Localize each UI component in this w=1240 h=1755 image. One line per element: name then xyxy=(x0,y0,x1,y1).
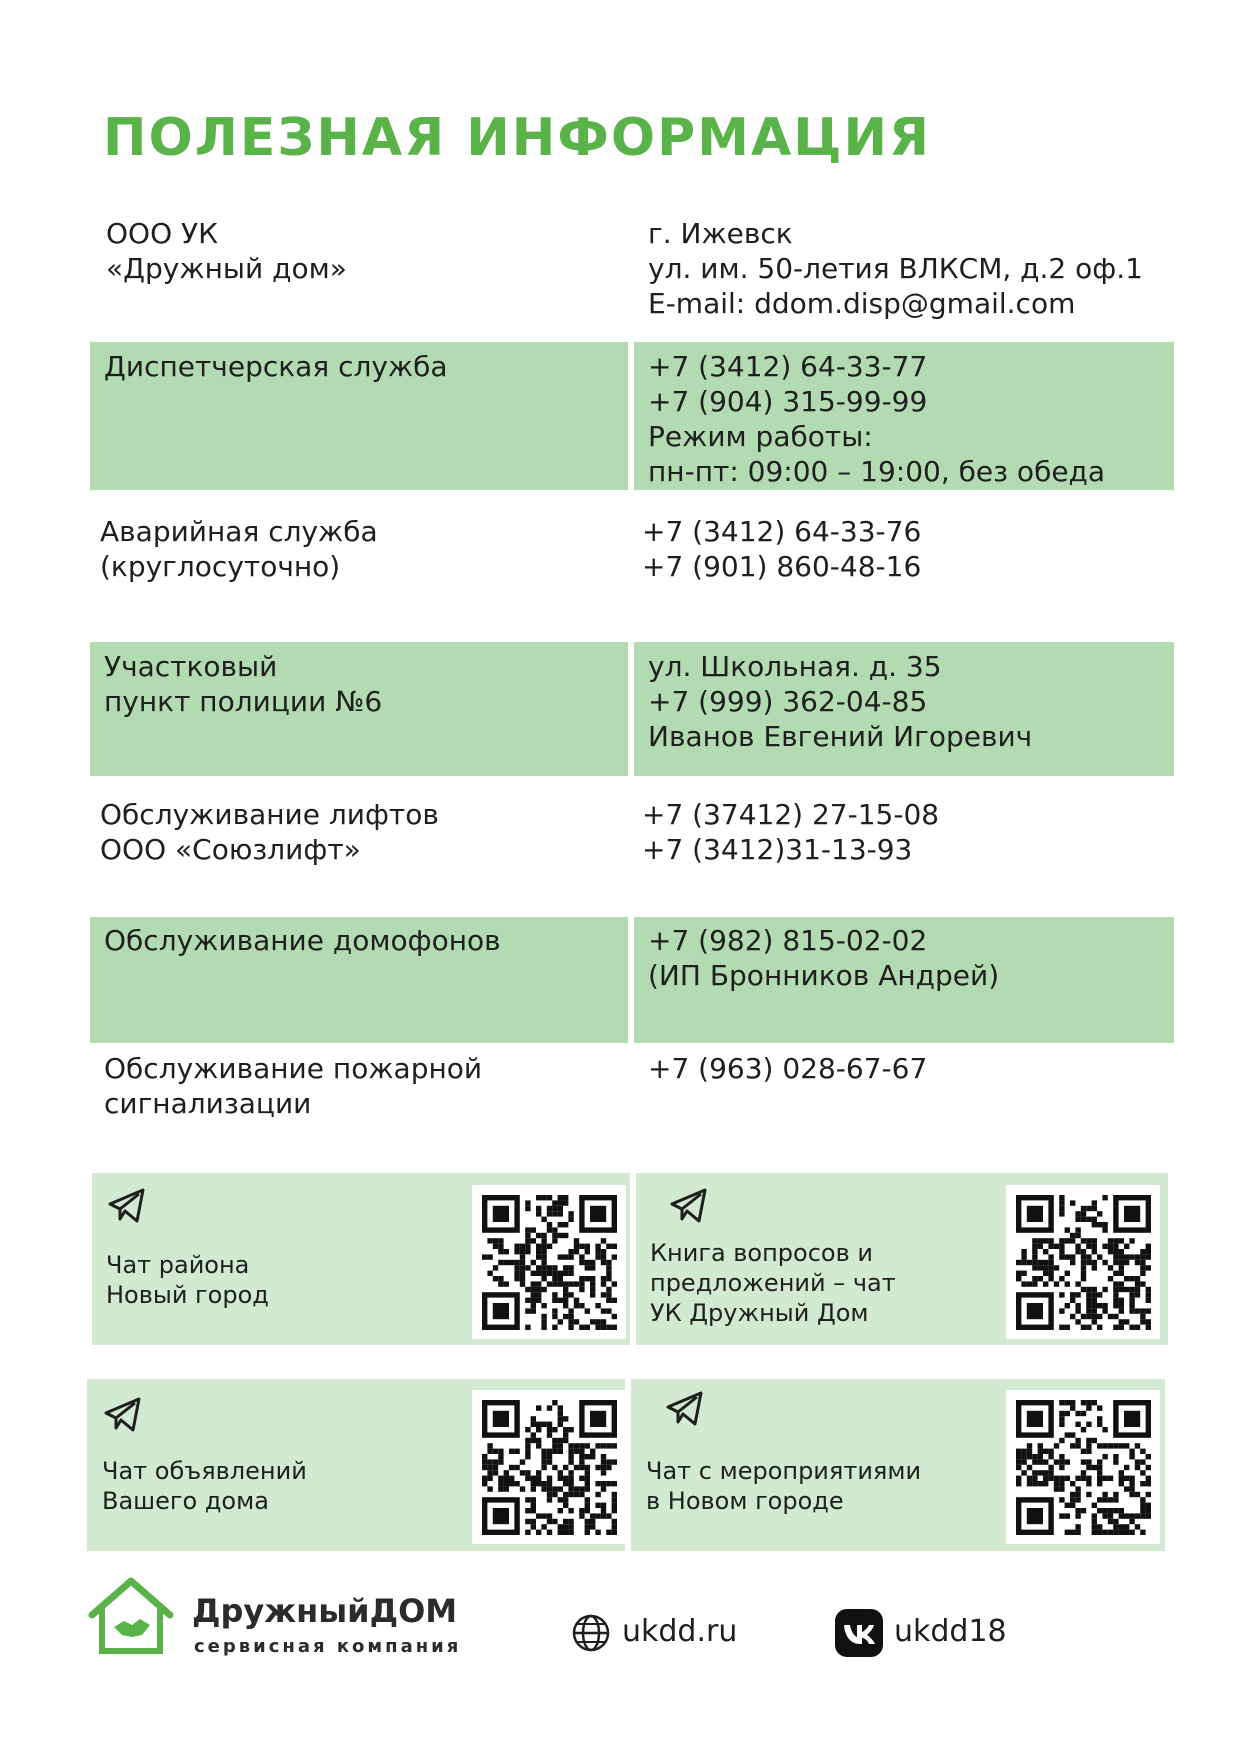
globe-icon xyxy=(571,1613,611,1653)
address-line: г. Ижевск xyxy=(648,217,793,250)
telegram-icon xyxy=(668,1184,710,1226)
value-line: Иванов Евгений Игоревич xyxy=(648,720,1033,753)
row-value-emergency xyxy=(642,514,921,584)
row-label-emergency xyxy=(100,514,378,584)
phone-line[interactable]: +7 (3412)31-13-93 xyxy=(642,833,913,866)
phone-line[interactable]: +7 (3412) 64-33-76 xyxy=(642,515,922,548)
qr-card-label xyxy=(102,1456,307,1516)
telegram-icon xyxy=(102,1393,144,1435)
qr-card-label xyxy=(106,1250,269,1310)
phone-line[interactable]: +7 (37412) 27-15-08 xyxy=(642,798,940,831)
qr-code[interactable] xyxy=(1006,1185,1160,1339)
row-label-elevators xyxy=(100,797,439,867)
qr-label-line: Новый город xyxy=(106,1281,269,1309)
brand-name: ДружныйДОМ xyxy=(192,1592,458,1630)
value-line: пн-пт: 09:00 – 19:00, без обеда xyxy=(648,455,1106,488)
qr-label-line: Вашего дома xyxy=(102,1487,269,1515)
qr-code[interactable] xyxy=(472,1390,626,1544)
label-line: Обслуживание домофонов xyxy=(104,924,501,957)
value-line: (ИП Бронников Андрей) xyxy=(648,959,1000,992)
qr-code[interactable] xyxy=(1006,1390,1160,1544)
row-value-elevators xyxy=(642,797,939,867)
label-line: пункт полиции №6 xyxy=(104,685,383,718)
value-line: Режим работы: xyxy=(648,420,873,453)
label-line: Участковый xyxy=(104,650,278,683)
telegram-icon xyxy=(664,1387,706,1429)
row-label-intercom xyxy=(104,923,501,958)
label-line: Диспетчерская служба xyxy=(104,350,448,383)
qr-label-line: Чат с мероприятиями xyxy=(646,1457,922,1485)
vk-icon xyxy=(835,1609,883,1657)
row-label-fire-alarm xyxy=(104,1051,482,1121)
row-value-intercom xyxy=(648,923,999,993)
phone-line[interactable]: +7 (904) 315-99-99 xyxy=(648,385,928,418)
qr-card-label xyxy=(650,1238,896,1328)
email-line[interactable]: E-mail: ddom.disp@gmail.com xyxy=(648,287,1076,320)
qr-code[interactable] xyxy=(472,1185,626,1339)
qr-label-line: УК Дружный Дом xyxy=(650,1299,869,1327)
qr-label-line: в Новом городе xyxy=(646,1487,844,1515)
page-title: ПОЛЕЗНАЯ ИНФОРМАЦИЯ xyxy=(103,108,932,168)
label-line: Обслуживание лифтов xyxy=(100,798,439,831)
qr-label-line: предложений – чат xyxy=(650,1269,896,1297)
label-line: ООО «Союзлифт» xyxy=(100,833,361,866)
company-name xyxy=(106,216,347,286)
qr-card-label xyxy=(646,1456,921,1516)
brand-tagline: сервисная компания xyxy=(194,1636,462,1657)
company-name-line: ООО УК xyxy=(106,217,218,250)
row-value-police xyxy=(648,649,1032,754)
value-line: ул. Школьная. д. 35 xyxy=(648,650,942,683)
row-label-dispatch xyxy=(104,349,448,384)
website-link[interactable]: ukdd.ru xyxy=(622,1614,738,1649)
vk-link[interactable]: ukdd18 xyxy=(894,1614,1007,1649)
row-value-dispatch xyxy=(648,349,1105,489)
qr-label-line: Чат района xyxy=(106,1251,250,1279)
qr-label-line: Книга вопросов и xyxy=(650,1239,873,1267)
label-line: Аварийная служба xyxy=(100,515,378,548)
label-line: (круглосуточно) xyxy=(100,550,341,583)
phone-line[interactable]: +7 (3412) 64-33-77 xyxy=(648,350,928,383)
company-address xyxy=(648,216,1143,321)
phone-line[interactable]: +7 (999) 362-04-85 xyxy=(648,685,928,718)
address-line: ул. им. 50-летия ВЛКСМ, д.2 оф.1 xyxy=(648,252,1143,285)
label-line: Обслуживание пожарной xyxy=(104,1052,483,1085)
company-name-line: «Дружный дом» xyxy=(106,252,347,285)
row-value-fire-alarm xyxy=(648,1051,927,1086)
house-logo-icon xyxy=(86,1575,176,1657)
phone-line[interactable]: +7 (982) 815-02-02 xyxy=(648,924,928,957)
phone-line[interactable]: +7 (901) 860-48-16 xyxy=(642,550,922,583)
telegram-icon xyxy=(106,1184,148,1226)
row-label-police xyxy=(104,649,382,719)
phone-line[interactable]: +7 (963) 028-67-67 xyxy=(648,1052,928,1085)
qr-label-line: Чат объявлений xyxy=(102,1457,307,1485)
label-line: сигнализации xyxy=(104,1087,312,1120)
